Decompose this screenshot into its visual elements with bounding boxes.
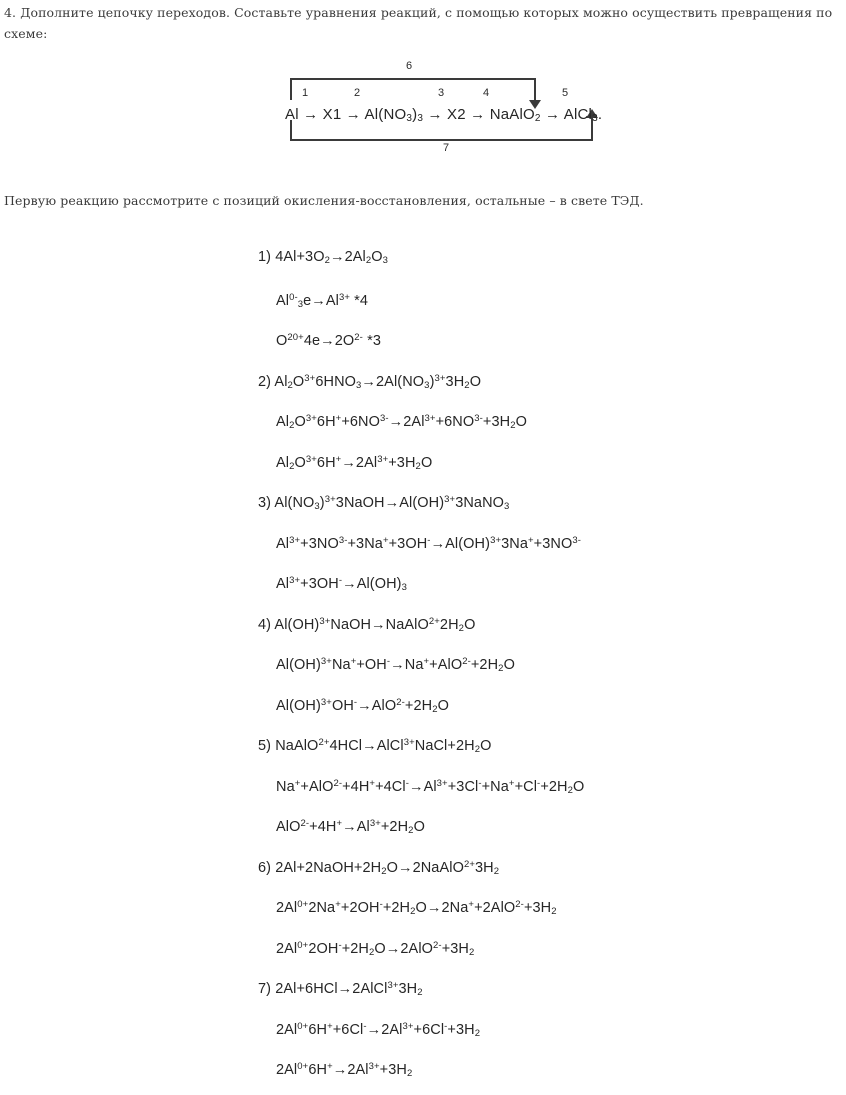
answer-equation-lead: 4) $Al(OH)^{3+}NaOH\to NaAlO^{2+}2H_2O$ bbox=[258, 615, 476, 634]
scheme-step-number-7: 7 bbox=[443, 142, 450, 154]
answer-equation-line: $Al(OH)^{3+}Na^++OH^-\to Na^++AlO^{2-}+2H_2O$ bbox=[276, 656, 515, 674]
task-heading: 4. Дополните цепочку переходов. Составьте уравнения реакций, с помощью которых можно осуществить превращения по схеме: bbox=[4, 5, 833, 41]
answer-group bbox=[0, 966, 846, 1088]
scheme-step-number-1: 1 bbox=[302, 87, 309, 99]
answer-equation-line: $2Al^{0+}2OH^-+2H_2O\to 2AlO^{2-}+3H_2$ bbox=[276, 939, 475, 958]
scheme-top-bracket-left-tick bbox=[290, 78, 292, 100]
answer-equation-lead: 6) $2Al+2NaOH+2H_2O\to 2NaAlO^{2+}3H_2$ bbox=[258, 858, 500, 877]
answer-group bbox=[0, 845, 846, 967]
answer-equation-line: $Al^{3+}+3NO^{3-}+3Na^++3OH^-\to Al(OH)^{3+}3Na^++3NO^{3-}$ bbox=[276, 534, 582, 552]
answer-equation-line: $Na^++AlO^{2-}+4H^++4Cl^-\to Al^{3+}+3Cl^-+Na^++Cl^-+2H_2O$ bbox=[276, 777, 585, 796]
answer-equation-line: $2Al^{0+}6H^++6Cl^-\to 2Al^{3+}+6Cl^-+3H_2$ bbox=[276, 1020, 481, 1039]
scheme-step-number-4: 4 bbox=[483, 87, 490, 99]
answers-list bbox=[0, 237, 846, 1088]
answer-group bbox=[0, 723, 846, 845]
answer-equation-line: $O^{20+}4e\to 2O^{2-}$ *3 bbox=[276, 332, 381, 349]
answer-equation-lead: 1) $4Al+3O_2\to 2Al_2O_3$ bbox=[258, 249, 389, 266]
scheme-step-number-5: 5 bbox=[562, 87, 569, 99]
answer-equation-lead: 2) $Al_2O^{3+}6HNO_3\to 2Al(NO_3)^{3+}3H_2O$ bbox=[258, 372, 482, 391]
answer-equation-line: $Al^{3+}+3OH^-\to Al(OH)_3$ bbox=[276, 575, 407, 593]
scheme-step-number-6: 6 bbox=[406, 60, 413, 72]
scheme-chain-formula: $Al \to X1 \to Al(NO_3)_3 \to X2$ → NaAlO$_2$ → AlCl$_3$. bbox=[285, 106, 603, 124]
answer-equation-line: $AlO^{2-}+4H^+\to Al^{3+}+2H_2O$ bbox=[276, 818, 425, 836]
answer-equation-line: $Al(OH)^{3+}OH^-\to AlO^{2-}+2H_2O$ bbox=[276, 696, 449, 715]
answer-equation-lead: 7) $2Al+6HCl\to 2AlCl^{3+}3H_2$ bbox=[258, 980, 423, 998]
answer-group bbox=[0, 602, 846, 724]
answer-equation-line: $Al^{0-}_3e\to Al^{3+}$ *4 bbox=[276, 291, 369, 310]
answer-equation-line: $Al_2O^{3+}6H^+\to 2Al^{3+}+3H_2O$ bbox=[276, 453, 433, 472]
answer-equation-line: $2Al^{0+}2Na^++2OH^-+2H_2O\to 2Na^++2AlO^{2-}+3H_2$ bbox=[276, 899, 557, 917]
scheme-step-number-2: 2 bbox=[354, 87, 361, 99]
scheme-step-number-3: 3 bbox=[438, 87, 445, 99]
scheme-top-bracket-line bbox=[290, 78, 535, 80]
transformation-scheme bbox=[285, 60, 625, 155]
answer-group bbox=[0, 359, 846, 481]
answer-group bbox=[0, 480, 846, 602]
answer-equation-lead: 3) $Al(NO_3)^{3+}3NaOH\to Al(OH)^{3+}3NaNO_3$ bbox=[258, 494, 510, 512]
answer-group bbox=[0, 237, 846, 359]
answer-equation-line: $2Al^{0+}6H^+\to 2Al^{3+}+3H_2$ bbox=[276, 1061, 413, 1079]
task-note: Первую реакцию рассмотрите с позиций окисления-восстановления, остальные – в свете ТЭД. bbox=[4, 193, 644, 208]
scheme-bottom-bracket-line bbox=[290, 139, 593, 141]
answer-equation-lead: 5) $NaAlO^{2+}4HCl\to AlCl^{3+}NaCl+2H_2O$ bbox=[258, 737, 492, 755]
answer-equation-line: $Al_2O^{3+}6H^++6NO^{3-}\to 2Al^{3+}+6NO^{3-}+3H_2O$ bbox=[276, 413, 528, 431]
